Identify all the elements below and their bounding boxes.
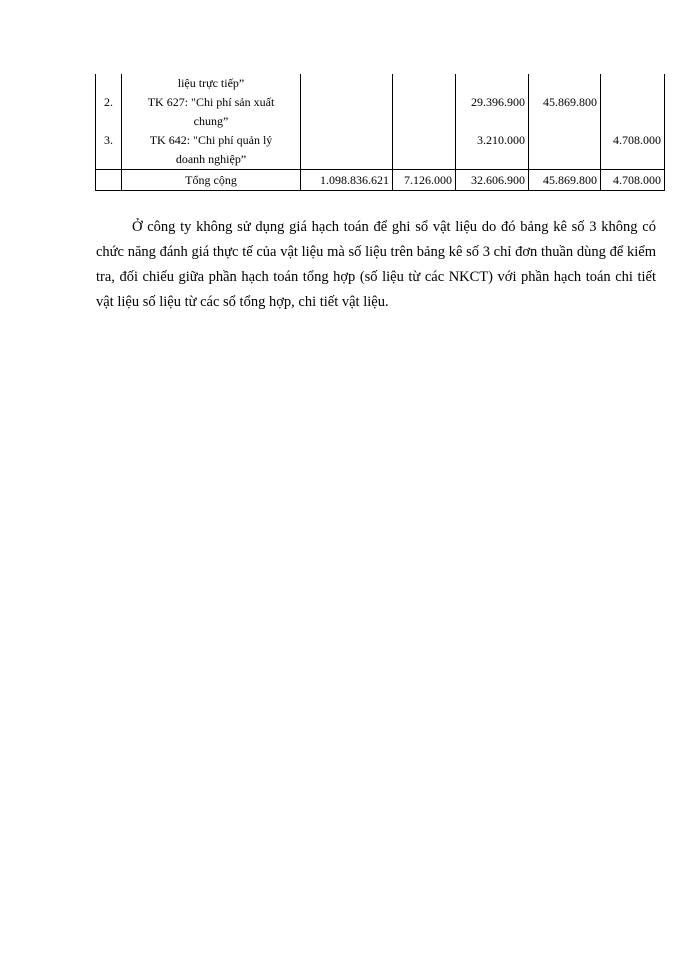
row-index [96,74,122,93]
cell-value-4 [529,74,601,93]
row-account [122,93,301,131]
cell-value-3 [456,74,529,93]
row-index: 2. [96,93,122,131]
cell-value-5 [601,93,665,131]
row-account [122,131,301,170]
materials-summary-table [95,74,665,191]
total-value-3: 32.606.900 [456,170,529,191]
total-label: Tổng cộng [122,170,301,191]
cell-value-1 [301,74,393,93]
cell-value-3: 3.210.000 [456,131,529,170]
row-index: 3. [96,131,122,170]
table-row [96,74,665,93]
cell-value-5 [601,74,665,93]
row-account [122,74,301,93]
table-row [96,131,665,170]
cell-value-4 [529,131,601,170]
cell-value-1 [301,131,393,170]
cell-value-4: 45.869.800 [529,93,601,131]
total-value-5: 4.708.000 [601,170,665,191]
total-row [96,170,665,191]
total-value-4: 45.869.800 [529,170,601,191]
materials-summary-table-wrap [95,74,665,191]
total-index [96,170,122,191]
cell-value-5: 4.708.000 [601,131,665,170]
table-row [96,93,665,131]
cell-value-2 [393,131,456,170]
total-value-1: 1.098.836.621 [301,170,393,191]
cell-value-1 [301,93,393,131]
account-line: chung” [193,114,229,128]
total-value-2: 7.126.000 [393,170,456,191]
account-line: TK 627: "Chi phí sản xuất [147,95,275,109]
body-paragraph: Ở công ty không sử dụng giá hạch toán để ghi sổ vật liệu do đó bảng kê số 3 không có chức năng đánh giá thực tế của vật liệu mà số liệu trên bảng kê số 3 chỉ đơn thuần dùng để kiểm tra, đối chiếu giữa phần hạch toán tổng hợp (số liệu từ các NKCT) với phần hạch toán chi tiết vật liệu số liệu từ các sổ tổng hợp, chi tiết vật liệu. [96,219,656,310]
cell-value-2 [393,93,456,131]
account-line: TK 642: "Chi phí quản lý [149,133,273,147]
cell-value-3: 29.396.900 [456,93,529,131]
cell-value-2 [393,74,456,93]
account-line: doanh nghiệp” [175,152,247,166]
account-line: liệu trực tiếp” [177,76,245,90]
